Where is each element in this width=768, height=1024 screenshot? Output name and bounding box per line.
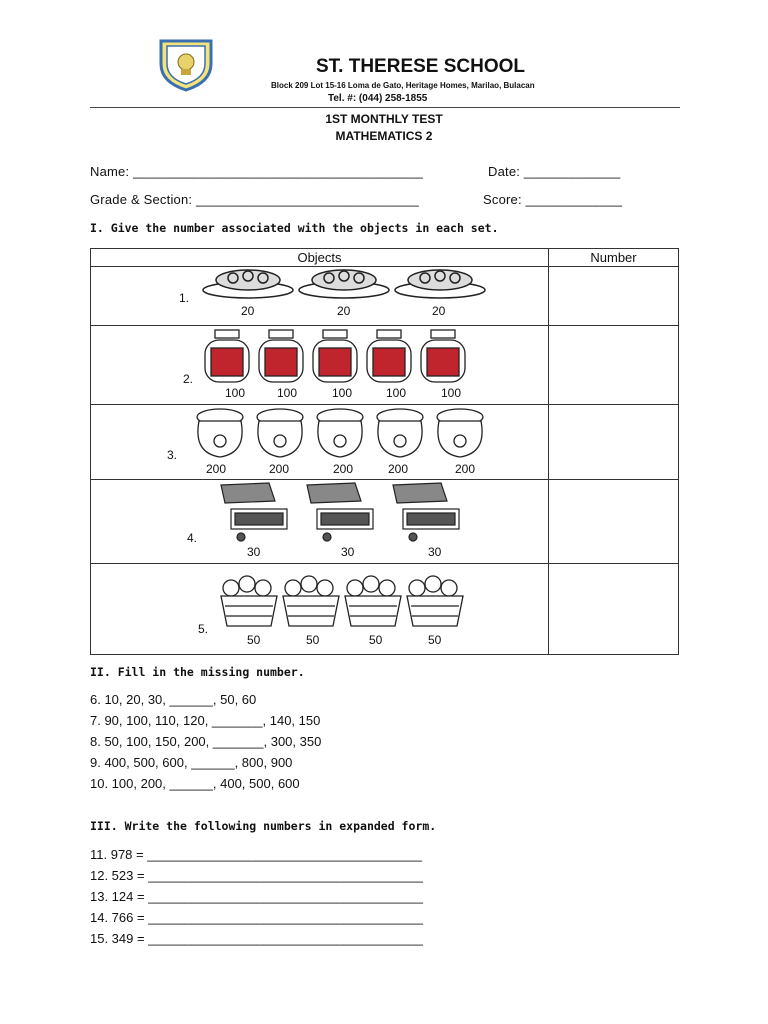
school-address: Block 209 Lot 15-16 Loma de Gato, Heritage Homes, Marilao, Bulacan xyxy=(271,81,535,90)
school-logo xyxy=(156,38,216,92)
question-7[interactable]: 7. 90, 100, 110, 120, _______, 140, 150 xyxy=(90,713,321,728)
col-number: Number xyxy=(549,249,679,267)
row-label: 3. xyxy=(167,448,178,462)
col-objects: Objects xyxy=(91,249,549,267)
row-3-objects xyxy=(91,405,549,480)
count-label: 30 xyxy=(341,545,355,559)
section1-instruction: I. Give the number associated with the objects in each set. xyxy=(90,221,499,235)
row-1-objects xyxy=(91,267,549,326)
section3-instruction: III. Write the following numbers in expanded form. xyxy=(90,819,437,833)
question-12[interactable]: 12. 523 = ______________________________________ xyxy=(90,868,423,883)
question-14[interactable]: 14. 766 = ______________________________________ xyxy=(90,910,423,925)
header-divider xyxy=(90,107,680,108)
date-field[interactable]: Date: _____________ xyxy=(488,164,621,179)
count-label: 200 xyxy=(455,462,476,476)
cookie-plates-icon xyxy=(201,268,491,308)
count-label: 100 xyxy=(441,386,462,400)
count-label: 30 xyxy=(428,545,442,559)
candy-jars-icon xyxy=(203,328,483,386)
count-label: 100 xyxy=(225,386,246,400)
row-1-answer[interactable] xyxy=(549,267,679,326)
row-label: 4. xyxy=(187,531,198,545)
question-10[interactable]: 10. 100, 200, ______, 400, 500, 600 xyxy=(90,776,300,791)
coffee-sacks-icon xyxy=(193,407,493,461)
count-label: 200 xyxy=(269,462,290,476)
school-tel: Tel. #: (044) 258-1855 xyxy=(328,93,428,104)
question-9[interactable]: 9. 400, 500, 600, ______, 800, 900 xyxy=(90,755,293,770)
question-11[interactable]: 11. 978 = ______________________________________ xyxy=(90,847,422,862)
count-label: 50 xyxy=(428,633,442,647)
count-label: 50 xyxy=(306,633,320,647)
row-label: 1. xyxy=(179,291,190,305)
grade-section-field[interactable]: Grade & Section: ______________________________ xyxy=(90,192,419,207)
score-field[interactable]: Score: _____________ xyxy=(483,192,623,207)
name-field[interactable]: Name: _______________________________________ xyxy=(90,164,423,179)
school-name: ST. THERESE SCHOOL xyxy=(316,56,526,77)
row-3-answer[interactable] xyxy=(549,405,679,480)
row-4-objects xyxy=(91,480,549,564)
count-label: 20 xyxy=(432,304,446,318)
test-title: 1ST MONTHLY TEST xyxy=(325,112,443,126)
question-13[interactable]: 13. 124 = ______________________________________ xyxy=(90,889,423,904)
row-5-answer[interactable] xyxy=(549,564,679,655)
row-2-answer[interactable] xyxy=(549,326,679,405)
objects-table xyxy=(90,248,679,655)
count-label: 50 xyxy=(369,633,383,647)
count-label: 20 xyxy=(241,304,255,318)
count-label: 100 xyxy=(386,386,407,400)
count-label: 100 xyxy=(332,386,353,400)
count-label: 100 xyxy=(277,386,298,400)
count-label: 20 xyxy=(337,304,351,318)
row-label: 5. xyxy=(198,622,209,636)
fruit-baskets-icon xyxy=(219,574,469,632)
row-4-answer[interactable] xyxy=(549,480,679,564)
count-label: 200 xyxy=(388,462,409,476)
section2-instruction: II. Fill in the missing number. xyxy=(90,665,305,679)
count-label: 30 xyxy=(247,545,261,559)
count-label: 50 xyxy=(247,633,261,647)
chocolate-boxes-icon xyxy=(209,481,475,545)
subject-title: MATHEMATICS 2 xyxy=(335,129,433,143)
row-label: 2. xyxy=(183,372,194,386)
row-2-objects xyxy=(91,326,549,405)
count-label: 200 xyxy=(333,462,354,476)
question-6[interactable]: 6. 10, 20, 30, ______, 50, 60 xyxy=(90,692,257,707)
question-8[interactable]: 8. 50, 100, 150, 200, _______, 300, 350 xyxy=(90,734,322,749)
count-label: 200 xyxy=(206,462,227,476)
question-15[interactable]: 15. 349 = ______________________________________ xyxy=(90,931,423,946)
row-5-objects xyxy=(91,564,549,655)
